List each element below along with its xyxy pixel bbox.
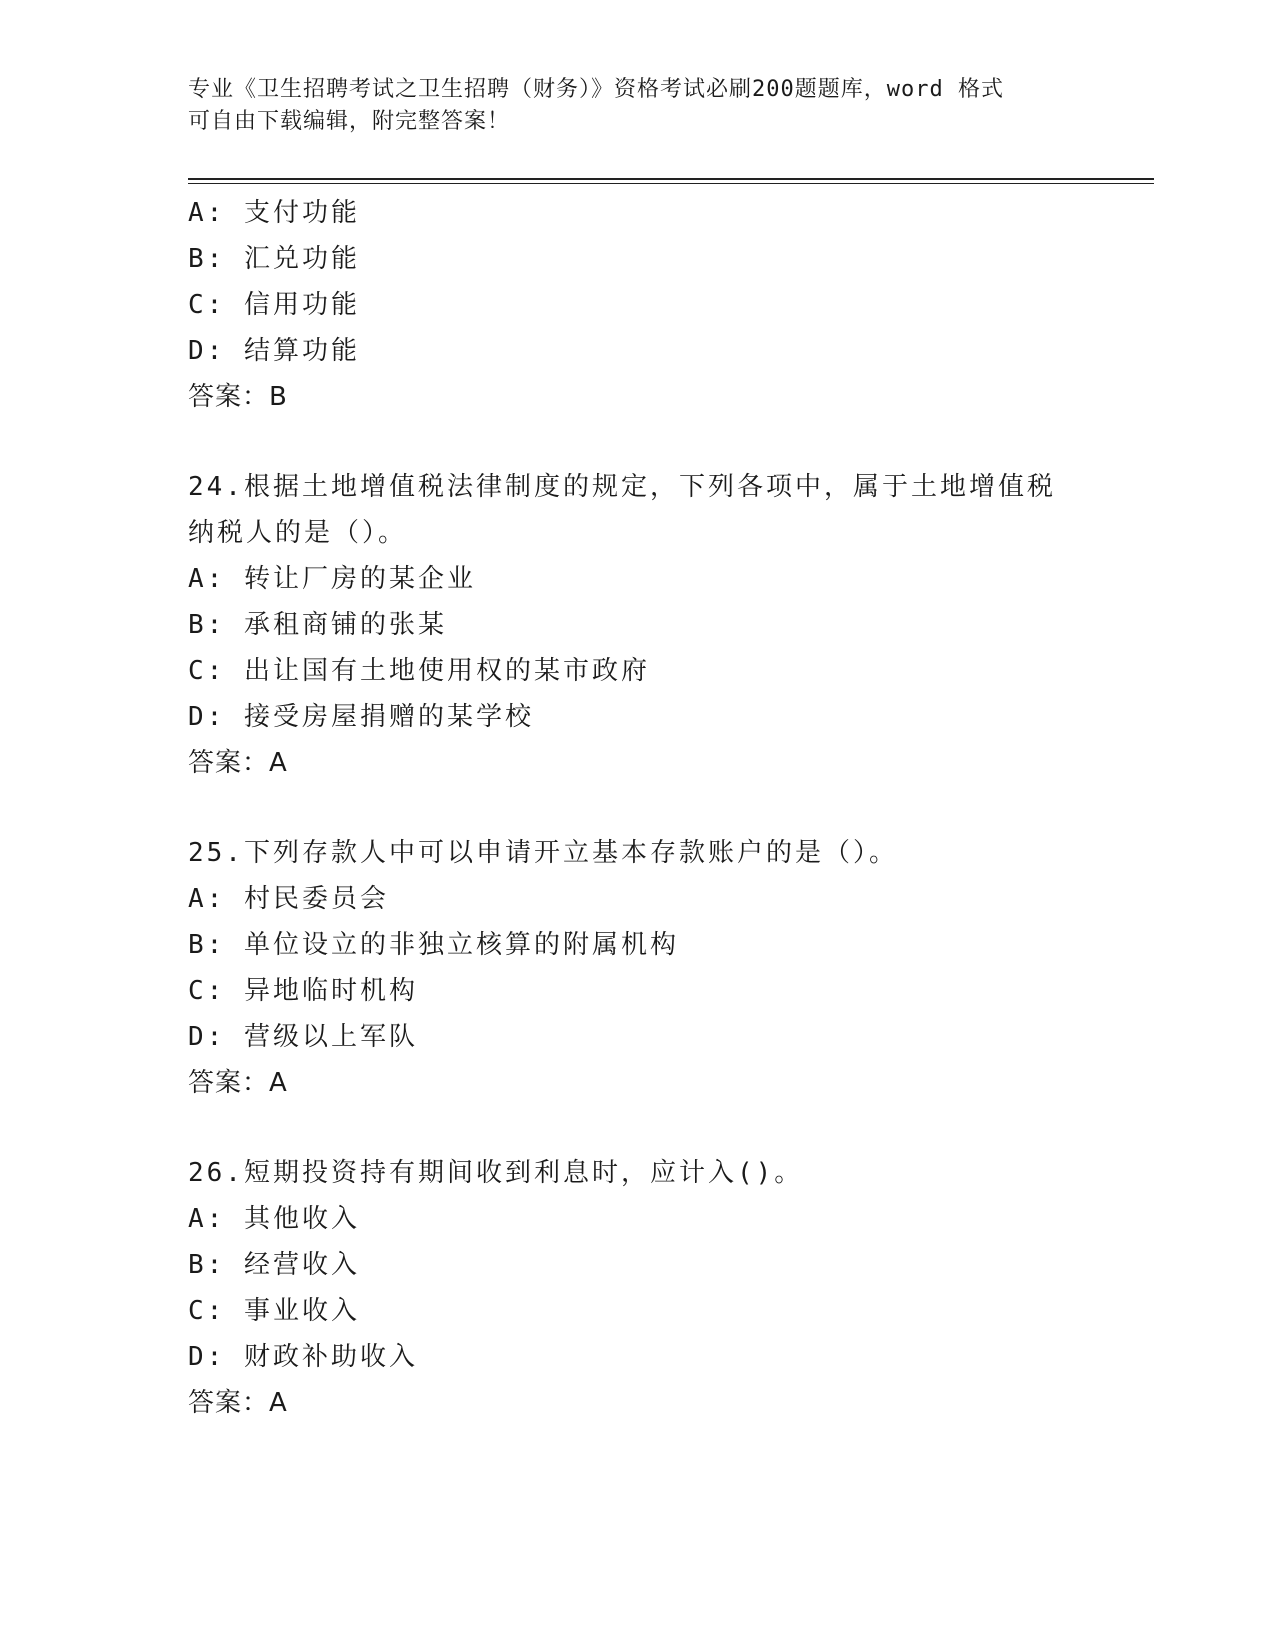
spacer (188, 420, 1108, 464)
question-block-25 (188, 830, 1108, 1106)
option-text: 接受房屋捐赠的某学校 (243, 702, 534, 732)
option-d (188, 1334, 1108, 1380)
option-text: 结算功能 (243, 336, 360, 366)
option-c (188, 648, 1108, 694)
option-text: 承租商铺的张某 (243, 610, 447, 640)
option-b (188, 236, 1108, 282)
option-c (188, 282, 1108, 328)
option-text: 单位设立的非独立核算的附属机构 (243, 930, 679, 960)
option-letter: C: (188, 1296, 226, 1326)
option-letter: B: (188, 1250, 226, 1280)
question-number: 25. (188, 838, 244, 868)
option-b (188, 602, 1108, 648)
question-stem (188, 464, 1068, 556)
option-a (188, 556, 1108, 602)
option-letter: A: (188, 1204, 226, 1234)
header-title-line-1: 专业《卫生招聘考试之卫生招聘（财务）》资格考试必刷200题题库，word 格式 (188, 77, 1004, 102)
spacer (188, 786, 1108, 830)
option-text: 其他收入 (243, 1204, 360, 1234)
answer-line (188, 1380, 1108, 1426)
question-block-26 (188, 1150, 1108, 1426)
option-text: 财政补助收入 (243, 1342, 418, 1372)
option-text: 营级以上军队 (243, 1022, 418, 1052)
question-block-24 (188, 464, 1108, 786)
option-a (188, 190, 1108, 236)
option-text: 出让国有土地使用权的某市政府 (243, 656, 650, 686)
option-text: 事业收入 (243, 1296, 360, 1326)
option-c (188, 1288, 1108, 1334)
option-letter: A: (188, 564, 226, 594)
option-letter: B: (188, 610, 226, 640)
answer-label: 答案： (188, 382, 270, 412)
question-number: 26. (188, 1158, 244, 1188)
answer-line (188, 740, 1108, 786)
spacer (188, 1106, 1108, 1150)
option-text: 经营收入 (243, 1250, 360, 1280)
option-a (188, 1196, 1108, 1242)
option-text: 村民委员会 (243, 884, 389, 914)
option-text: 异地临时机构 (243, 976, 418, 1006)
question-text: 下列存款人中可以申请开立基本存款账户的是（）。 (243, 838, 898, 868)
option-letter: D: (188, 702, 226, 732)
question-list (188, 190, 1108, 1426)
answer-label: 答案： (188, 748, 270, 778)
option-d (188, 694, 1108, 740)
option-b (188, 922, 1108, 968)
question-text: 根据土地增值税法律制度的规定，下列各项中，属于土地增值税纳税人的是（）。 (188, 472, 1056, 548)
option-c (188, 968, 1108, 1014)
option-letter: B: (188, 244, 226, 274)
header-rule-thin (188, 183, 1154, 184)
answer-value: B (269, 382, 288, 412)
option-text: 信用功能 (243, 290, 360, 320)
answer-value: A (269, 1388, 288, 1418)
option-letter: A: (188, 884, 226, 914)
option-letter: D: (188, 1342, 226, 1372)
answer-value: A (269, 748, 288, 778)
option-letter: C: (188, 656, 226, 686)
question-block-continued (188, 190, 1108, 420)
header-rule-thick (188, 178, 1154, 180)
header-title-line-2: 可自由下载编辑，附完整答案！ (188, 109, 511, 134)
option-letter: C: (188, 976, 226, 1006)
option-d (188, 1014, 1108, 1060)
document-header (188, 74, 1088, 138)
option-letter: D: (188, 336, 226, 366)
option-text: 支付功能 (243, 198, 360, 228)
option-text: 汇兑功能 (243, 244, 360, 274)
option-d (188, 328, 1108, 374)
question-stem (188, 830, 1068, 876)
option-letter: C: (188, 290, 226, 320)
option-letter: A: (188, 198, 226, 228)
answer-value: A (269, 1068, 288, 1098)
question-number: 24. (188, 472, 244, 502)
answer-label: 答案： (188, 1388, 270, 1418)
question-text: 短期投资持有期间收到利息时，应计入()。 (243, 1158, 804, 1188)
option-letter: D: (188, 1022, 226, 1052)
option-text: 转让厂房的某企业 (243, 564, 476, 594)
answer-label: 答案： (188, 1068, 270, 1098)
answer-line (188, 1060, 1108, 1106)
option-a (188, 876, 1108, 922)
question-stem (188, 1150, 1068, 1196)
answer-line (188, 374, 1108, 420)
option-b (188, 1242, 1108, 1288)
option-letter: B: (188, 930, 226, 960)
